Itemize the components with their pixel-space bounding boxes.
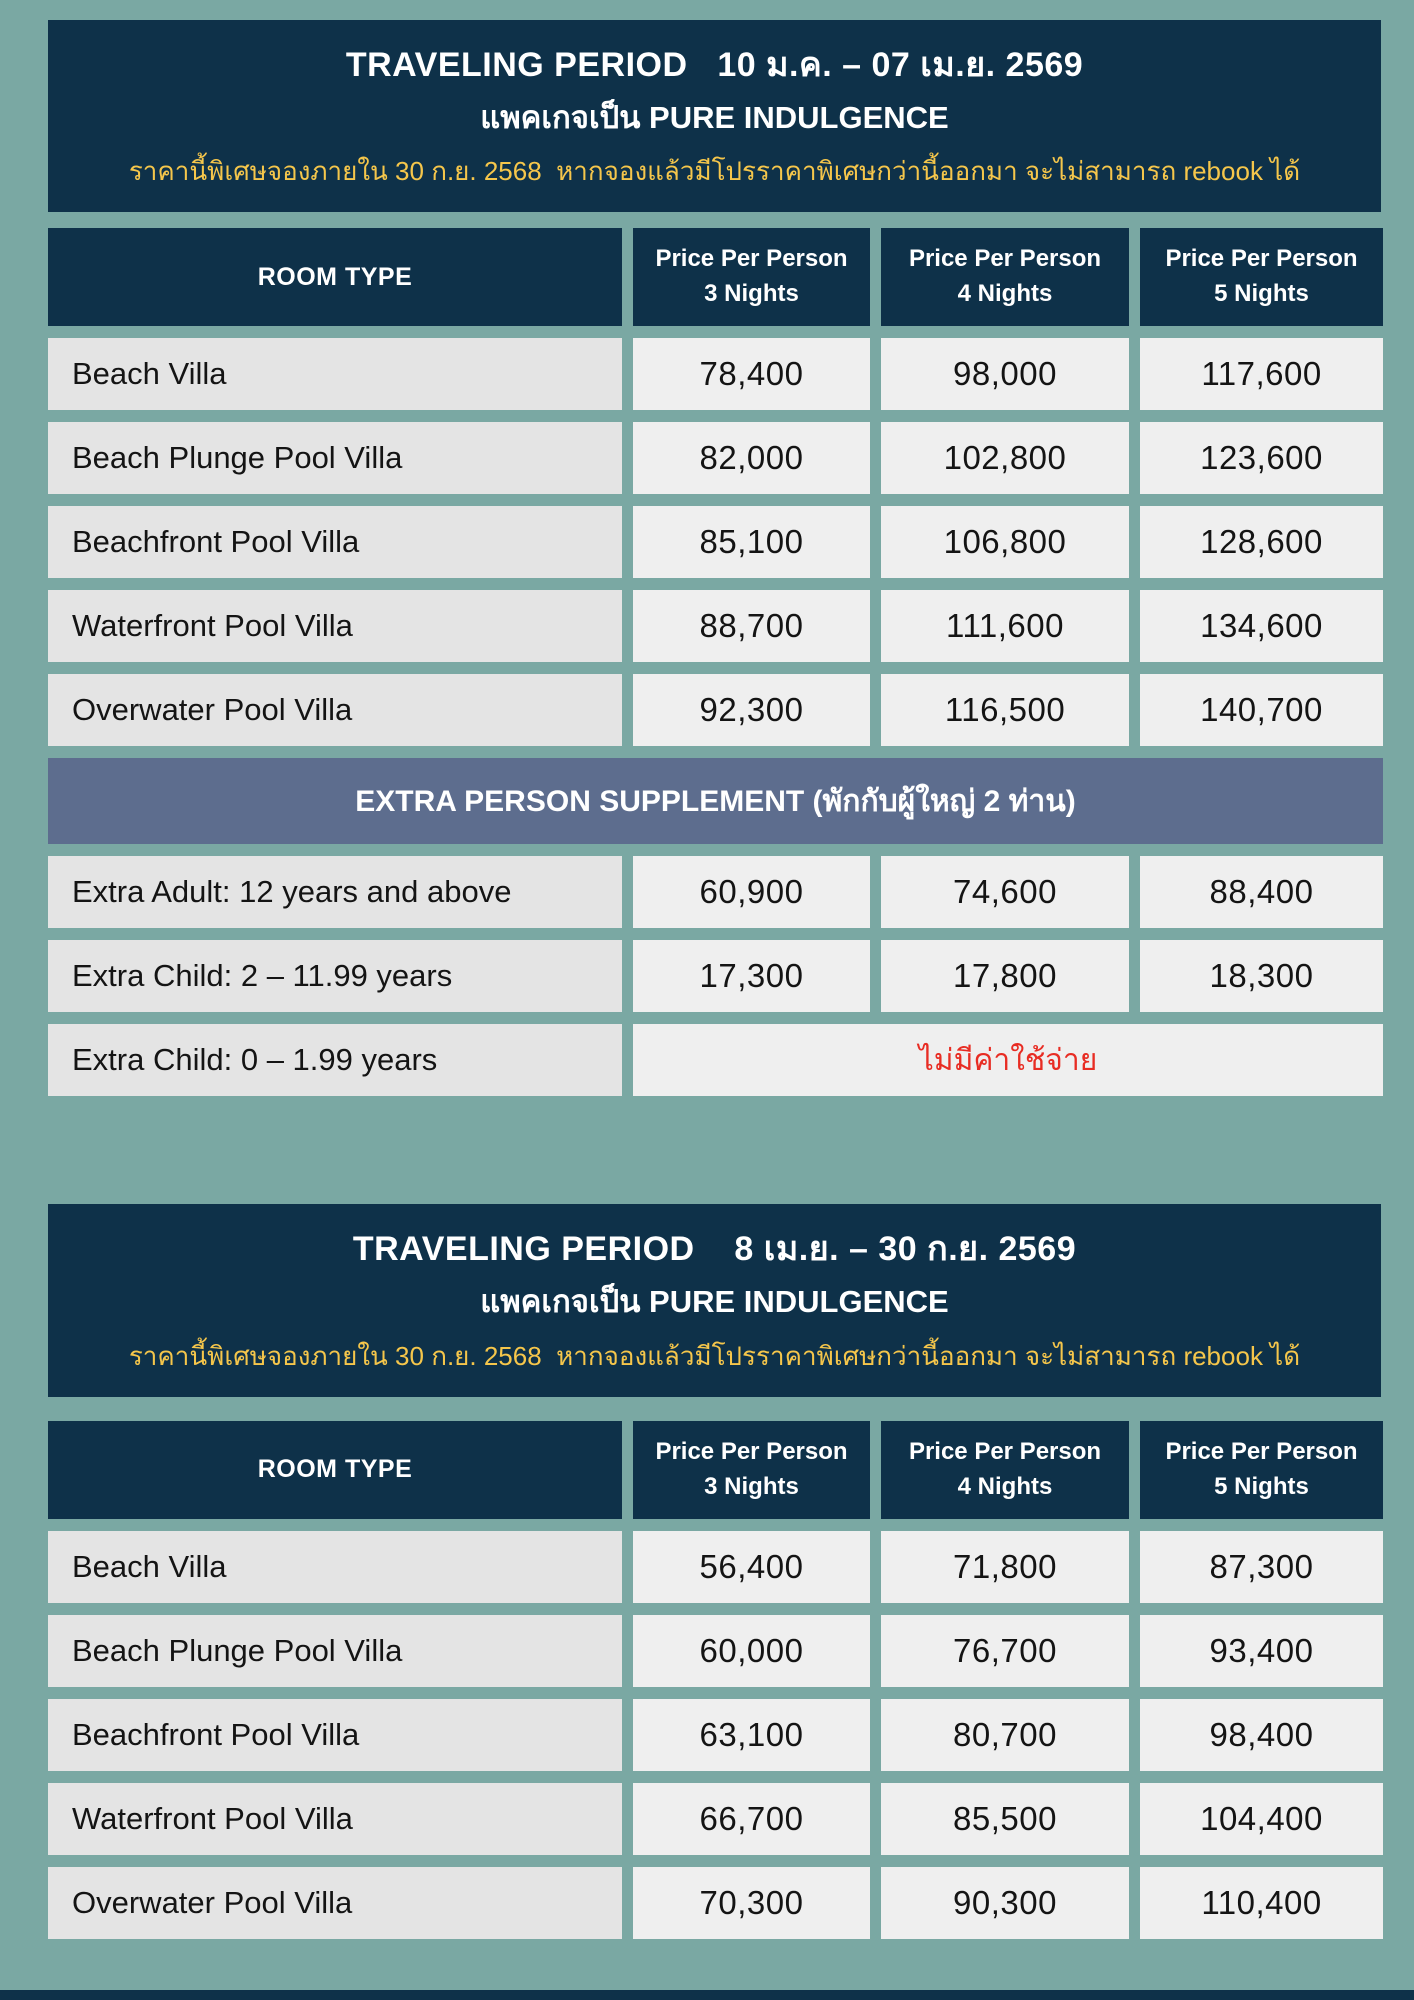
extra-row-name: Extra Child: 0 – 1.99 years [48,1024,622,1096]
nights-label: 4 Nights [957,280,1053,308]
section2-header-card [48,1204,1381,1396]
room-name: Waterfront Pool Villa [48,590,622,662]
nights-label: 5 Nights [1214,1472,1309,1500]
price-5n: 98,400 [1140,1699,1383,1771]
price-table-2 [48,1421,1381,1939]
column-header-room-type [48,1421,622,1519]
column-header-5-nights [1140,1421,1383,1519]
price-4n: 76,700 [881,1615,1129,1687]
price-5n: 134,600 [1140,590,1383,662]
price-4n: 102,800 [881,422,1129,494]
price-3n: 63,100 [633,1699,870,1771]
section2-title: TRAVELING PERIOD 8 เม.ย. – 30 ก.ย. 2569 [352,1230,1077,1269]
column-header-3-nights [633,228,870,326]
price-5n: 18,300 [1140,940,1383,1012]
price-4n: 90,300 [881,1867,1129,1939]
room-name: Waterfront Pool Villa [48,1783,622,1855]
price-5n: 123,600 [1140,422,1383,494]
price-3n: 60,000 [633,1615,870,1687]
extra-row-name: Extra Child: 2 – 11.99 years [48,940,622,1012]
price-5n: 87,300 [1140,1531,1383,1603]
price-4n: 71,800 [881,1531,1129,1603]
bottom-navy-strip [0,1990,1414,2000]
price-5n: 140,700 [1140,674,1383,746]
price-4n: 111,600 [881,590,1129,662]
price-3n: 17,300 [633,940,870,1012]
column-header-4-nights [881,228,1129,326]
room-name: Beach Villa [48,1531,622,1603]
price-4n: 17,800 [881,940,1129,1012]
price-5n: 88,400 [1140,856,1383,928]
price-4n: 106,800 [881,506,1129,578]
room-type-header-label: ROOM TYPE [257,1455,413,1483]
column-header-5-nights [1140,228,1383,326]
room-name: Beachfront Pool Villa [48,1699,622,1771]
price-5n: 110,400 [1140,1867,1383,1939]
price-4n: 80,700 [881,1699,1129,1771]
price-4n: 98,000 [881,338,1129,410]
room-name: Beach Plunge Pool Villa [48,422,622,494]
price-3n: 92,300 [633,674,870,746]
column-header-room-type [48,228,622,326]
nights-label: 4 Nights [957,1472,1053,1500]
room-name: Overwater Pool Villa [48,674,622,746]
section1-header-card [48,20,1381,212]
nights-label: 3 Nights [704,280,799,308]
price-per-person-label: Price Per Person [1165,245,1358,273]
room-name: Overwater Pool Villa [48,1867,622,1939]
price-4n: 85,500 [881,1783,1129,1855]
extra-row-name: Extra Adult: 12 years and above [48,856,622,928]
section2-booking-warning: ราคานี้พิเศษจองภายใน 30 ก.ย. 2568 หากจองแล้วมีโปรราคาพิเศษกว่านี้ออกมา จะไม่สามารถ rebook ได้ [128,1340,1301,1371]
price-per-person-label: Price Per Person [655,1437,848,1465]
room-name: Beachfront Pool Villa [48,506,622,578]
price-3n: 82,000 [633,422,870,494]
section1-booking-warning: ราคานี้พิเศษจองภายใน 30 ก.ย. 2568 หากจองแล้วมีโปรราคาพิเศษกว่านี้ออกมา จะไม่สามารถ rebook ได้ [128,156,1301,187]
price-5n: 128,600 [1140,506,1383,578]
price-3n: 88,700 [633,590,870,662]
price-5n: 104,400 [1140,1783,1383,1855]
column-header-4-nights [881,1421,1129,1519]
nights-label: 5 Nights [1214,280,1309,308]
room-name: Beach Villa [48,338,622,410]
price-5n: 93,400 [1140,1615,1383,1687]
price-table-1 [48,228,1381,1096]
price-3n: 66,700 [633,1783,870,1855]
section1-subtitle: แพคเกจเป็น PURE INDULGENCE [480,99,949,135]
price-4n: 116,500 [881,674,1129,746]
price-4n: 74,600 [881,856,1129,928]
room-name: Beach Plunge Pool Villa [48,1615,622,1687]
price-5n: 117,600 [1140,338,1383,410]
extra-person-supplement-header: EXTRA PERSON SUPPLEMENT (พักกับผู้ใหญ่ 2 ท่าน) [48,758,1383,844]
nights-label: 3 Nights [704,1472,799,1500]
price-3n: 78,400 [633,338,870,410]
no-charge-merged-cell: ไม่มีค่าใช้จ่าย [633,1024,1383,1096]
room-type-header-label: ROOM TYPE [257,262,413,291]
content-area [48,0,1381,1939]
column-header-3-nights [633,1421,870,1519]
price-3n: 85,100 [633,506,870,578]
price-3n: 56,400 [633,1531,870,1603]
section2-subtitle: แพคเกจเป็น PURE INDULGENCE [480,1283,949,1319]
price-per-person-label: Price Per Person [908,1437,1102,1465]
price-3n: 70,300 [633,1867,870,1939]
section1-title: TRAVELING PERIOD 10 ม.ค. – 07 เม.ย. 2569 [345,46,1084,84]
price-per-person-label: Price Per Person [1165,1437,1358,1465]
price-3n: 60,900 [633,856,870,928]
price-per-person-label: Price Per Person [908,245,1102,273]
price-per-person-label: Price Per Person [655,245,848,273]
